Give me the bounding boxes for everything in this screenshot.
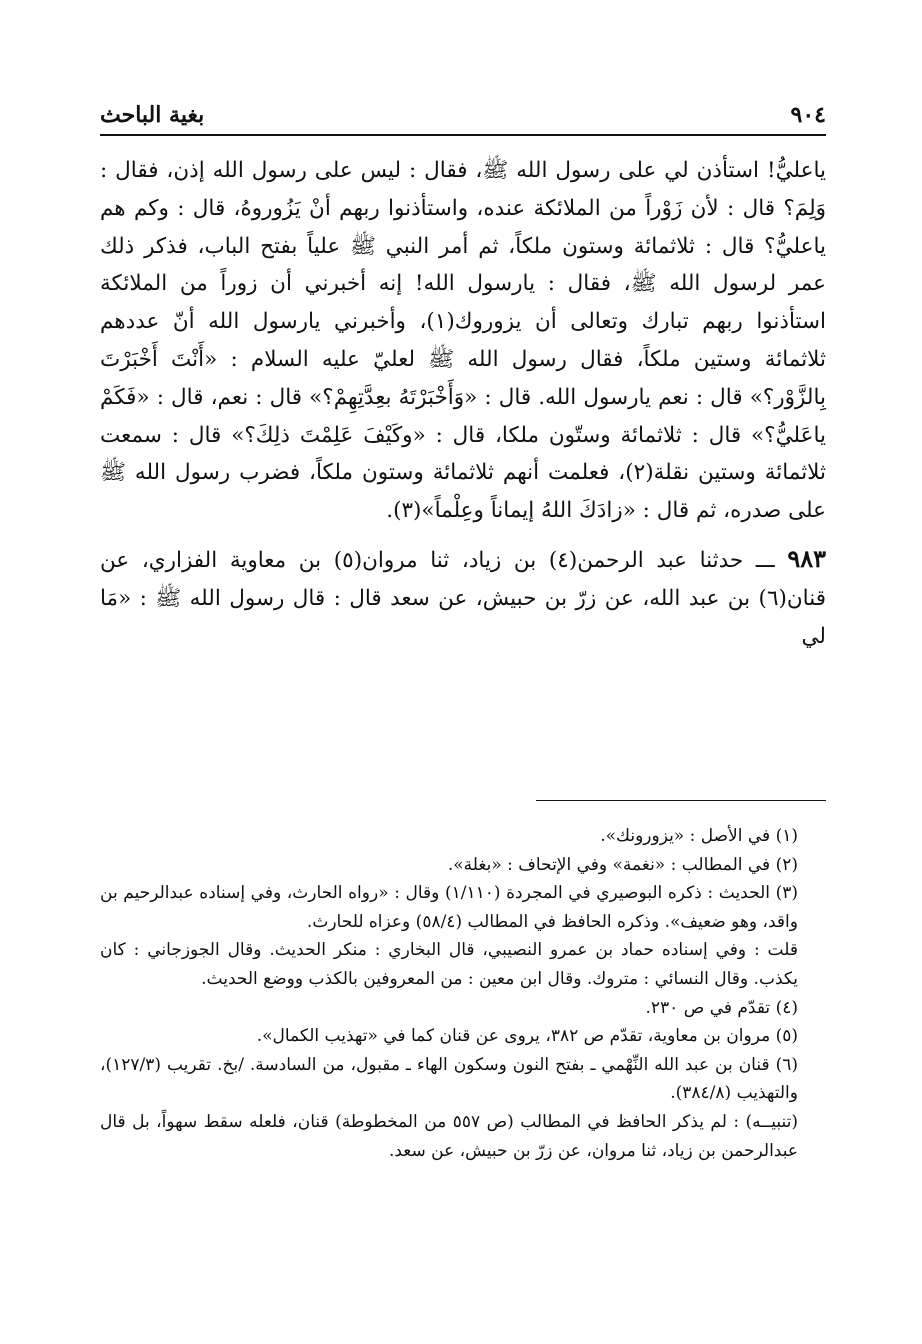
footnote-divider: [536, 800, 826, 801]
footnote: (٤) تقدّم في ص ٢٣٠.: [645, 997, 798, 1018]
book-title: بغية الباحث: [100, 102, 205, 128]
footnote: (٦) قنان بن عبد الله النِّهْمي ـ بفتح النون وسكون الهاء ـ مقبول، من السادسة. /بخ. تقريب (١٢٧/٣)، والتهذيب (٣٨٤/٨).: [100, 1054, 798, 1104]
footnote-comment: قلت : وفي إسناده حماد بن عمرو النصيبي، قال البخاري : منكر الحديث. وقال الجوزجاني : كان يكذب. وقال النسائي : متروك. وقال ابن معين : من المعروفين بالكذب ووضع الحديث.: [100, 940, 798, 989]
hadith-text: ـــ حدثنا عبد الرحمن(٤) بن زياد، ثنا مروان(٥) بن معاوية الفزاري، عن قنان(٦) بن عبد الله، عن زرّ بن حبيش، عن سعد قال : قال رسول الله ﷺ : «مَا لي: [100, 547, 826, 649]
page-number: ٩٠٤: [790, 102, 826, 128]
page-header: [100, 96, 826, 136]
footnote: (٣) الحديث : ذكره البوصيري في المجردة (١/١١٠) وقال : «رواه الحارث، وفي إسناده عبدالرحيم بن واقد، وهو ضعيف». وذكره الحافظ في المطالب (٥٨/٤) وعزاه للحارث.: [100, 883, 799, 932]
footnote: (٢) في المطالب : «نغمة» وفي الإتحاف : «بغلة».: [447, 854, 798, 875]
footnotes: [100, 822, 826, 1165]
footnote: (٥) مروان بن معاوية، تقدّم ص ٣٨٢، يروى عن قنان كما في «تهذيب الكمال».: [256, 1026, 798, 1047]
main-paragraph: ياعليُّ! استأذن لي على رسول الله ﷺ، فقال : ليس على رسول الله إذن، فقال : وَلِمَ؟ قال : لأن زَوْراً من الملائكة عنده، واستأذنوا ربهم أنْ يَزُوروهُ، قال : وكم هم ياعليُّ؟ قال : ثلاثمائة وستون ملكاً، ثم أمر النبي ﷺ علياً بفتح الباب، فذكر ذلك عمر لرسول الله ﷺ، فقال : يارسول الله! إنه أخبرني أن زوراً من الملائكة استأذنوا ربهم تبارك وتعالى أن يزوروك(١)، وأخبرني يارسول الله أنّ عددهم ثلاثمائة وستين ملكاً، فقال رسول الله ﷺ لعليّ عليه السلام : «أَنْتَ أَخْبَرْتَ بِالزَّوْر؟» قال : نعم يارسول الله. قال : «وَأَخْبَرْتَهُ بعِدَّتِهِمْ؟» قال : نعم، قال : «فَكَمْ ياعَليُّ؟» قال : ثلاثمائة وستّون ملكا، قال : «وكَيْفَ عَلِمْتَ ذلِكَ؟» قال : سمعت ثلاثمائة وستين نقلة(٢)، فعلمت أنهم ثلاثمائة وستون ملكاً، فضرب رسول الله ﷺ على صدره، ثم قال : «زادَكَ اللهُ إيماناً وعِلْماً»(٣).: [100, 158, 826, 524]
main-text: [100, 152, 826, 655]
hadith-entry: [100, 540, 826, 655]
footnote: (١) في الأصل : «يزورونك».: [600, 826, 798, 846]
footnote-notice: (تنبيــه) : لم يذكر الحافظ في المطالب (ص ٥٥٧ من المخطوطة) قنان، فلعله سقط سهواً، بل قال عبدالرحمن بن زياد، ثنا مروان، عن زرّ بن حبيش، عن سعد.: [100, 1111, 798, 1161]
hadith-number: ٩٨٣: [787, 543, 826, 573]
